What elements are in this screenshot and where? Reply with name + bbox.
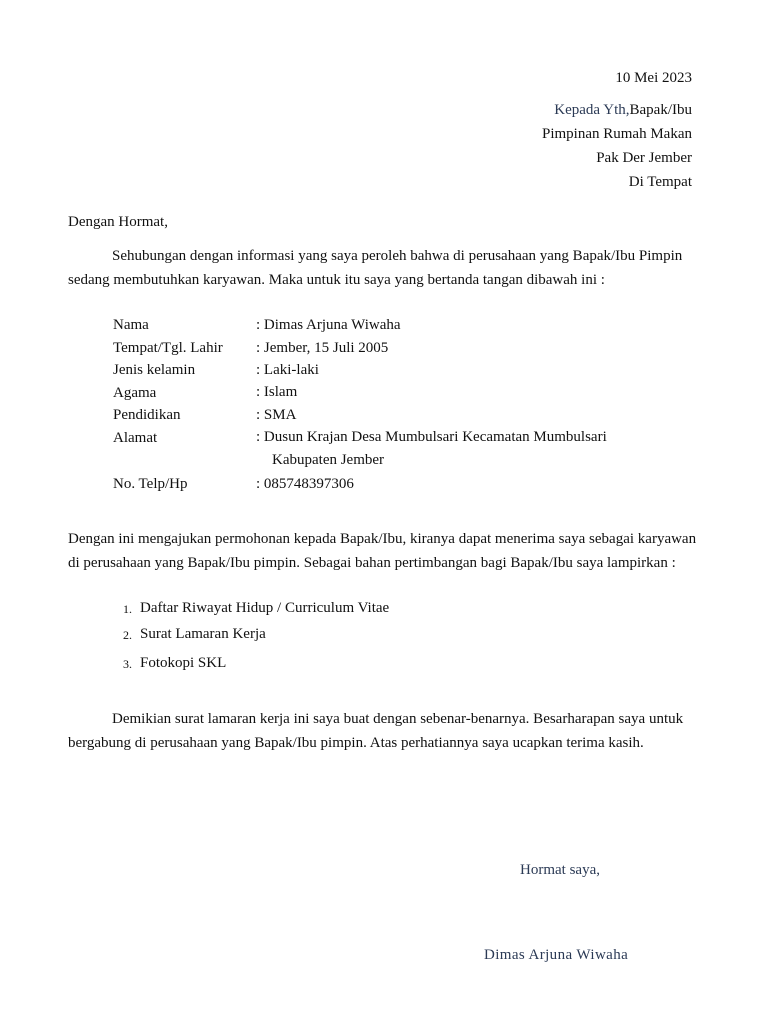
phone-value: : 085748397306 [256,476,354,492]
education-value: : SMA [256,407,297,423]
intro-paragraph: Sehubungan dengan informasi yang saya peroleh bahwa di perusahaan yang Bapak/Ibu Pimpin sedang membutuhkan karyawan. Maka untuk itu saya yang bertanda tangan dibawah ini : [68,248,683,288]
closing-paragraph: Demikian surat lamaran kerja ini saya buat dengan sebenar-benarnya. Besarharapan saya untuk bergabung di perusahaan yang Bapak/Ibu pimpin. Atas perhatiannya saya ucapkan terima kasih. [68,711,684,751]
recipient-line-2: Pimpinan Rumah Makan [542,126,692,142]
request-paragraph: Dengan ini mengajukan permohonan kepada Bapak/Ibu, kiranya dapat menerima saya sebagai karyawan di perusahaan yang Bapak/Ibu pimpin. Sebagai bahan pertimbangan bagi Bapak/Ibu saya lampirkan : [68,531,697,571]
education-label: Pendidikan [113,407,181,423]
attachment-item: Daftar Riwayat Hidup / Curriculum Vitae [140,600,390,616]
recipient-line-4: Di Tempat [628,174,692,190]
letter-date: 10 Mei 2023 [615,70,692,86]
birth-label: Tempat/Tgl. Lahir [113,340,223,356]
address-value-line-1: : Dusun Krajan Desa Mumbulsari Kecamatan Mumbulsari [256,429,607,445]
signer-name: Dimas Arjuna Wiwaha [484,947,629,963]
religion-value: : Islam [256,384,298,400]
name-label: Nama [113,317,149,333]
address-value-line-2: Kabupaten Jember [272,452,385,468]
gender-value: : Laki-laki [256,362,319,378]
attachment-number: 2. [123,628,132,642]
birth-value: : Jember, 15 Juli 2005 [256,340,389,356]
name-value: : Dimas Arjuna Wiwaha [256,317,401,333]
address-label: Alamat [113,430,158,446]
gender-label: Jenis kelamin [113,362,196,378]
greeting: Dengan Hormat, [68,214,168,230]
religion-label: Agama [113,385,157,401]
sign-off: Hormat saya, [520,862,600,878]
phone-label: No. Telp/Hp [113,476,188,492]
recipient-line-3: Pak Der Jember [596,150,692,166]
attachment-number: 1. [123,602,132,616]
recipient-salutation: Kepada Yth, [554,102,630,118]
attachment-item: Fotokopi SKL [140,655,227,671]
attachment-item: Surat Lamaran Kerja [140,626,266,642]
recipient-title: Bapak/Ibu [629,102,692,118]
attachment-number: 3. [123,657,132,671]
recipient-line-1 [554,101,692,119]
